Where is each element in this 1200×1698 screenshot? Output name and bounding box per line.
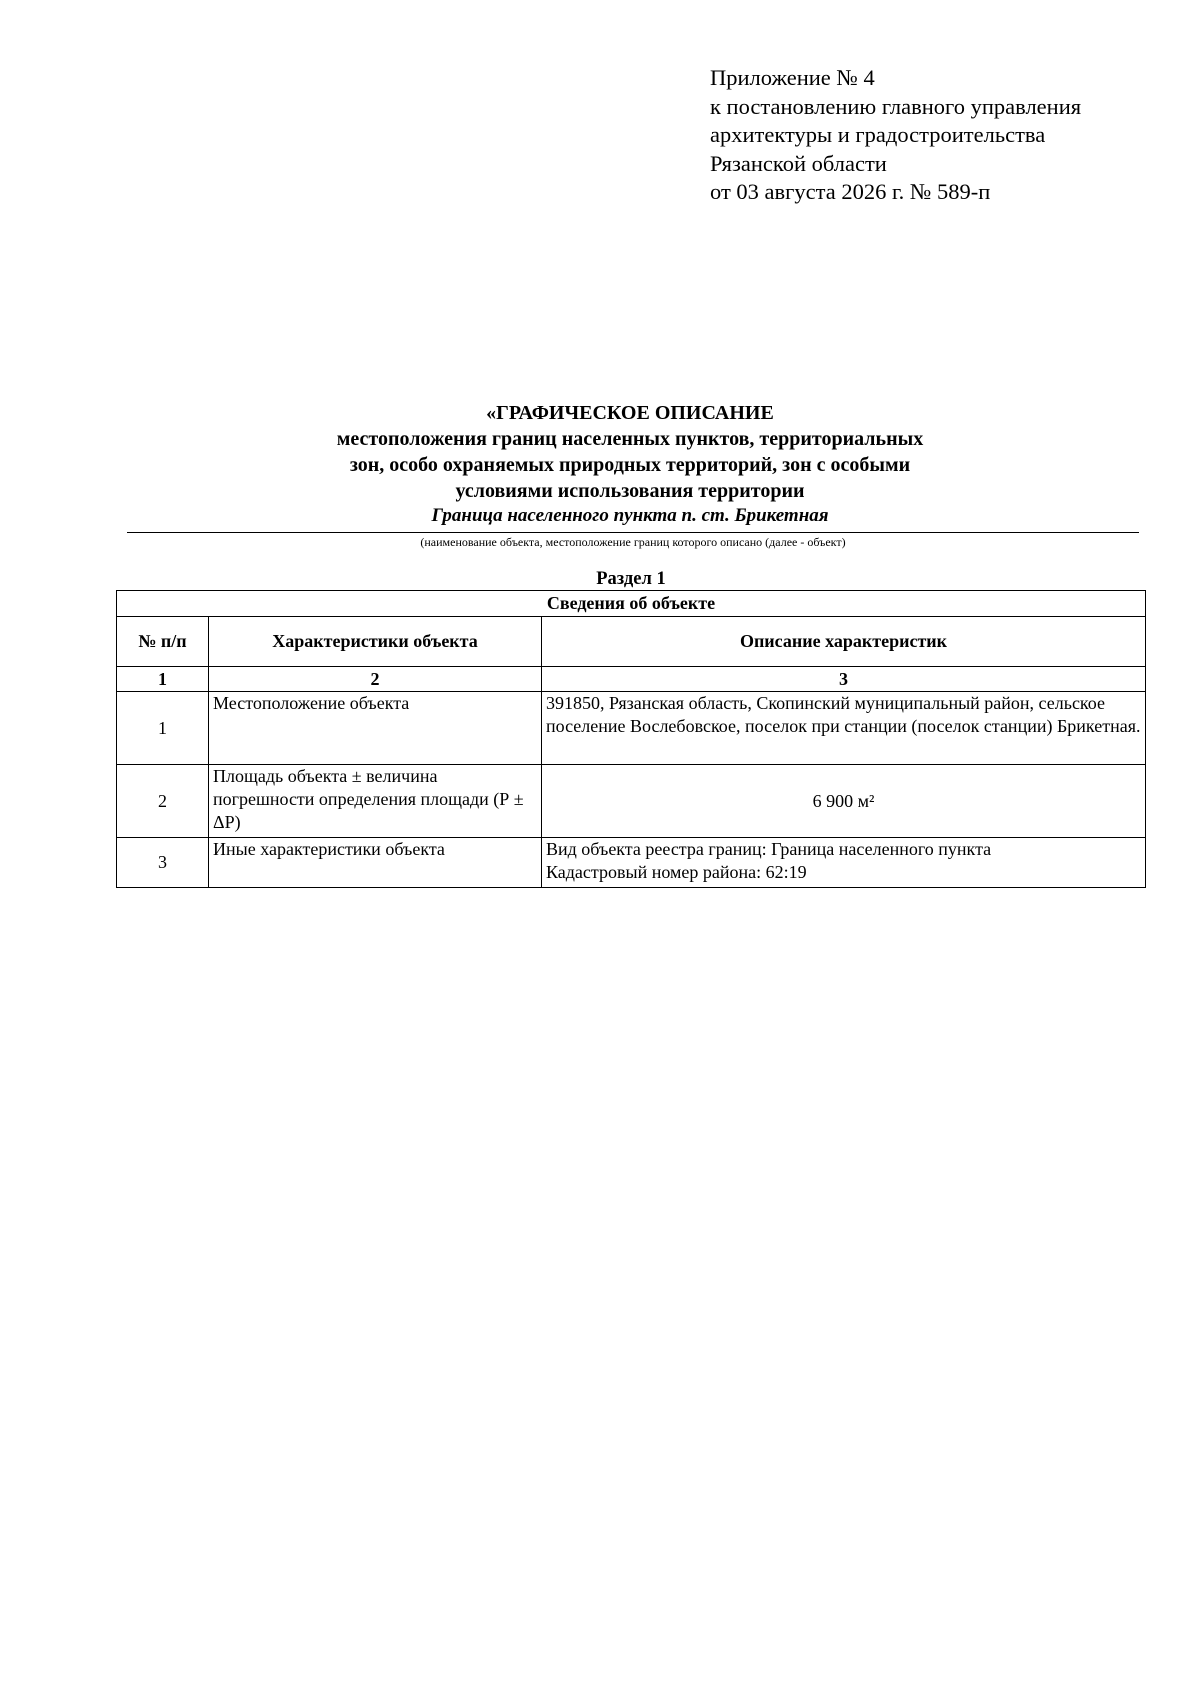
row-description: 391850, Рязанская область, Скопинский муниципальный район, сельское поселение Вослебовское, поселок при станции (поселок станции) Брикетная. bbox=[542, 692, 1146, 765]
title-line: «ГРАФИЧЕСКОЕ ОПИСАНИЕ bbox=[486, 402, 774, 424]
table-row bbox=[117, 692, 1146, 765]
row-num: 3 bbox=[117, 838, 209, 888]
appendix-line: Приложение № 4 bbox=[710, 65, 875, 90]
title-line: зон, особо охраняемых природных территорий, зон с особыми bbox=[349, 454, 911, 476]
object-name-caption: (наименование объекта, местоположение границ которого описано (далее - объект) bbox=[420, 535, 846, 549]
table-caption: Сведения об объекте bbox=[117, 591, 1146, 617]
row-description: 6 900 м² bbox=[542, 765, 1146, 838]
row-characteristic: Площадь объекта ± величина погрешности определения площади (Р ± ΔР) bbox=[209, 765, 542, 838]
appendix-header bbox=[710, 64, 1180, 207]
object-name: Граница населенного пункта п. ст. Брикетная bbox=[431, 505, 829, 526]
appendix-line: Рязанской области bbox=[710, 150, 887, 176]
column-number: 1 bbox=[117, 667, 209, 692]
appendix-line: архитектуры и градостроительства bbox=[710, 122, 1046, 147]
row-characteristic: Местоположение объекта bbox=[209, 692, 542, 765]
document-title bbox=[115, 400, 1145, 528]
appendix-line: от 03 августа 2026 г. № 589-п bbox=[710, 179, 991, 204]
table-row bbox=[117, 838, 1146, 888]
row-description-line: Вид объекта реестра границ: Граница населенного пункта bbox=[546, 839, 992, 859]
header-num: № п/п bbox=[117, 617, 209, 667]
table-row bbox=[117, 765, 1146, 838]
header-characteristic: Характеристики объекта bbox=[209, 617, 542, 667]
row-description-line: Кадастровый номер района: 62:19 bbox=[546, 862, 807, 882]
row-characteristic: Иные характеристики объекта bbox=[209, 838, 542, 888]
column-number: 3 bbox=[542, 667, 1146, 692]
appendix-line: к постановлению главного управления bbox=[710, 93, 1082, 119]
row-description bbox=[542, 838, 1146, 888]
header-description: Описание характеристик bbox=[542, 617, 1146, 667]
object-name-underline bbox=[127, 532, 1139, 533]
section-label: Раздел 1 bbox=[596, 569, 666, 589]
row-num: 1 bbox=[117, 692, 209, 765]
column-number: 2 bbox=[209, 667, 542, 692]
row-num: 2 bbox=[117, 765, 209, 838]
title-line: местоположения границ населенных пунктов, территориальных bbox=[336, 428, 924, 450]
title-line: условиями использования территории bbox=[455, 480, 805, 502]
object-info-table bbox=[116, 590, 1146, 888]
